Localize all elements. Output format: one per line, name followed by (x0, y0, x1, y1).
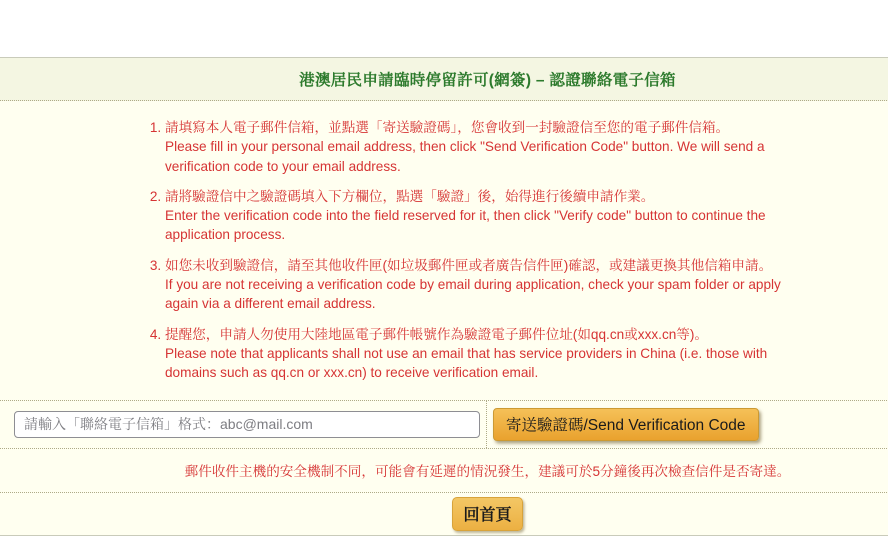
top-whitespace (0, 0, 888, 57)
instruction-3-en: If you are not receiving a verification code by email during application, check your spam folder or apply again via a different email address. (165, 277, 781, 312)
send-button-cell (487, 408, 759, 441)
verification-page (0, 57, 888, 536)
instruction-1-en: Please fill in your personal email address, then click "Send Verification Code" button. We will send a verification code to your email address. (165, 139, 765, 174)
page-header (0, 58, 888, 101)
instructions-section (0, 101, 888, 400)
instruction-item-1 (165, 118, 814, 176)
main-content (0, 101, 888, 535)
instruction-2-zh: 2. 請將驗證信中之驗證碼填入下方欄位，點選「驗證」後，始得進行後續申請作業。 (165, 188, 655, 204)
instruction-2-en: Enter the verification code into the field reserved for it, then click "Verify code" button to continue the application process. (165, 208, 766, 243)
email-input-cell (0, 401, 487, 448)
delay-note-row (0, 448, 888, 492)
instruction-3-zh: 3. 如您未收到驗證信，請至其他收件匣(如垃圾郵件匣或者廣告信件匣)確認，或建議更換其他信箱申請。 (165, 257, 773, 273)
delay-note-text: 郵件收件主機的安全機制不同，可能會有延遲的情況發生，建議可於5分鐘後再次檢查信件是否寄達。 (184, 464, 791, 480)
back-to-home-button[interactable]: 回首頁 (452, 497, 522, 531)
email-input[interactable] (14, 411, 480, 438)
instruction-item-3 (165, 256, 814, 314)
page-title: 港澳居民申請臨時停留許可(網簽) – 認證聯絡電子信箱 (299, 72, 676, 89)
footer-row (0, 492, 888, 535)
send-verification-code-button[interactable]: 寄送驗證碼/Send Verification Code (493, 408, 759, 441)
email-form-row (0, 400, 888, 448)
instruction-item-4 (165, 325, 814, 383)
instructions-list (146, 118, 814, 383)
instruction-4-zh: 4. 提醒您，申請人勿使用大陸地區電子郵件帳號作為驗證電子郵件位址(如qq.cn或xxx.cn等)。 (165, 326, 709, 342)
instruction-1-zh: 1. 請填寫本人電子郵件信箱，並點選「寄送驗證碼」，您會收到一封驗證信至您的電子郵件信箱。 (165, 120, 730, 135)
instruction-4-en: Please note that applicants shall not use an email that has service providers in China (i.e. those with domains such as qq.cn or xxx.cn) to receive verification email. (165, 345, 768, 381)
instruction-item-2 (165, 187, 814, 245)
